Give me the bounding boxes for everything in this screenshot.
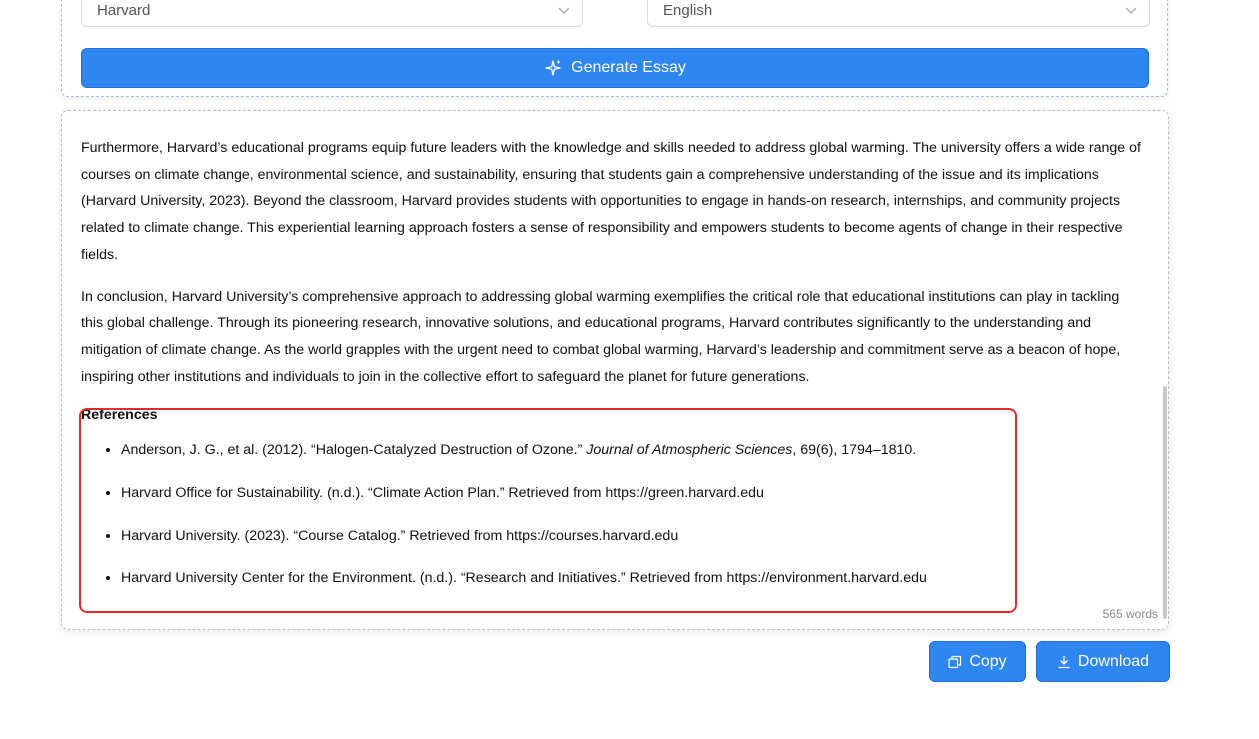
essay-paragraph: In conclusion, Harvard University’s comprehensive approach to addressing global warming exemplifies the critical role that educational institutions can play in tackling this global challenge. Through its pioneering research, innovative solutions, and educational programs, Harvard contributes significantly to the understanding and mitigation of climate change. As the world grapples with the urgent need to combat global warming, Harvard’s leadership and commitment serve as a beacon of hope, inspiring other institutions and individuals to join in the collective effort to safeguard the planet for future generations. [81, 288, 1121, 385]
download-button[interactable] [1036, 641, 1170, 682]
reference-item: • Anderson, J. G., et al. (2012). “Halogen-Catalyzed Destruction of Ozone.” Journal of Atmospheric Sciences, 69(6), 1794–1810. [121, 440, 1141, 460]
download-icon [1057, 655, 1071, 669]
citation-style-value: Harvard [97, 2, 151, 19]
copy-label: Copy [969, 652, 1007, 670]
references-heading: References [81, 407, 158, 424]
download-label: Download [1077, 652, 1150, 670]
copy-button[interactable] [929, 641, 1026, 682]
chevron-down-icon [556, 4, 572, 16]
reference-item: • Harvard Office for Sustainability. (n.d.). “Climate Action Plan.” Retrieved from https://green.harvard.edu [121, 483, 1141, 503]
language-select[interactable] [647, 0, 1150, 27]
chevron-down-icon [1123, 4, 1139, 16]
essay-output-card [61, 110, 1169, 630]
essay-options-card [61, 0, 1168, 97]
essay-paragraph: Furthermore, Harvard’s educational programs equip future leaders with the knowledge and skills needed to address global warming. The university offers a wide range of courses on climate change, environmental science, and sustainability, ensuring that students gain a comprehensive understanding of the issue and its implications (Harvard University, 2023). Beyond the classroom, Harvard provides students with opportunities to engage in hands-on research, internships, and community projects related to climate change. This experiential learning approach fosters a sense of responsibility and empowers students to become agents of change in their respective fields. [81, 140, 1141, 263]
reference-item: • Harvard University Center for the Environment. (n.d.). “Research and Initiatives.” Retrieved from https://environment.harvard.edu [121, 568, 1141, 588]
scrollbar-thumb[interactable] [1163, 386, 1167, 619]
citation-style-select[interactable] [81, 0, 583, 27]
language-value: English [663, 2, 713, 19]
essay-text [81, 135, 1141, 611]
sparkle-icon [544, 59, 562, 77]
generate-essay-label: Generate Essay [571, 59, 686, 76]
copy-icon [948, 655, 962, 669]
references-list [81, 440, 1141, 588]
generate-essay-button[interactable] [81, 48, 1149, 88]
word-count: 565 words [1102, 607, 1158, 621]
reference-item: • Harvard University. (2023). “Course Catalog.” Retrieved from https://courses.harvard.edu [121, 526, 1141, 546]
